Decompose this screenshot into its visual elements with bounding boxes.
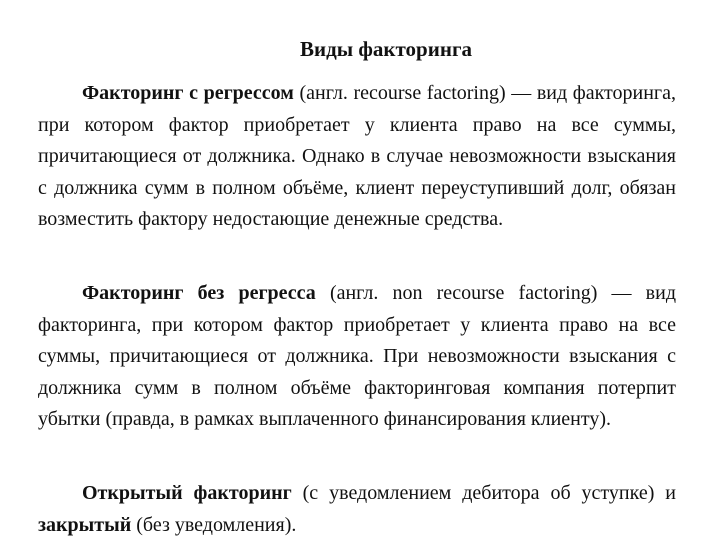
term-open-factoring: Открытый факторинг (82, 482, 292, 504)
term-recourse-factoring: Факторинг с регрессом (82, 82, 294, 104)
definition-non-recourse-factoring: (англ. non recourse factoring) — вид факторинга, при котором фактор приобретает у клиента право на все суммы, причитающиеся от должника. При невозможности взыскания с должника сумм в полном объёме факторинговая компания потерпит убытки (правда, в рамках выплаченного финансирования клиенту). (38, 282, 676, 430)
definition-open-factoring: (с уведомлением дебитора об уступке) и (291, 482, 677, 504)
paragraph-recourse-factoring (38, 78, 676, 236)
term-non-recourse-factoring: Факторинг без регресса (82, 282, 316, 304)
paragraph-open-closed-factoring (38, 478, 676, 541)
term-closed-factoring: закрытый (38, 513, 132, 536)
definition-recourse-factoring: (англ. recourse factoring) — вид факторинга, при котором фактор приобретает у клиента право на все суммы, причитающиеся от должника. Однако в случае невозможности взыскания с должника сумм в полном объёме, клиент переуступивший долг, обязан возместить фактору недостающие денежные средства. (38, 82, 676, 230)
definition-closed-factoring: (без уведомления). (131, 513, 297, 536)
slide-title: Виды факторинга (300, 37, 472, 61)
paragraph-non-recourse-factoring (38, 278, 676, 436)
